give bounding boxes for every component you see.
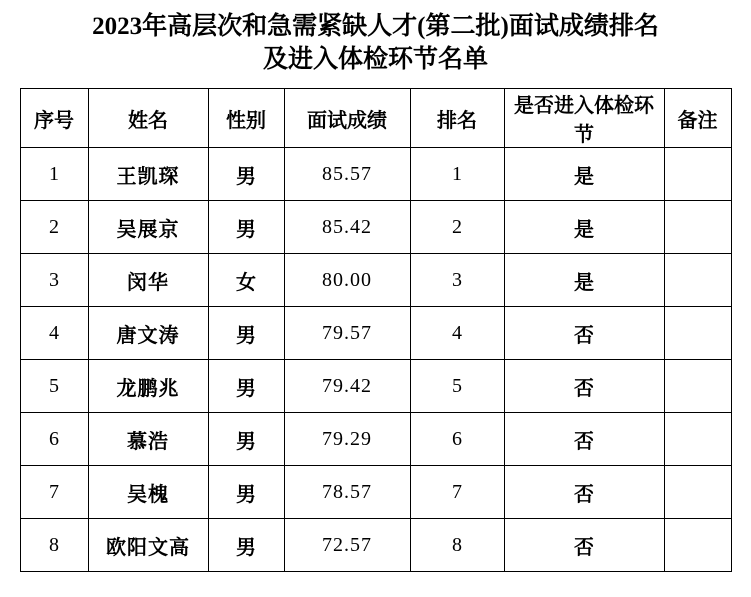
cell-gender: 男 [208, 519, 284, 572]
cell-num: 2 [20, 201, 88, 254]
page-title-line-2: 及进入体检环节名单 [262, 46, 488, 73]
column-header-name: 姓名 [88, 89, 208, 148]
cell-score: 80.00 [284, 254, 410, 307]
cell-name: 唐文涛 [88, 307, 208, 360]
cell-pass: 否 [504, 413, 664, 466]
cell-gender: 男 [208, 148, 284, 201]
cell-note [664, 466, 731, 519]
cell-gender: 男 [208, 201, 284, 254]
cell-num: 5 [20, 360, 88, 413]
cell-note [664, 307, 731, 360]
column-header-rank: 排名 [410, 89, 504, 148]
interview-score-table [20, 88, 732, 572]
cell-rank: 8 [410, 519, 504, 572]
table-row [20, 360, 731, 413]
cell-num: 8 [20, 519, 88, 572]
column-header-note: 备注 [664, 89, 731, 148]
column-header-pass: 是否进入体检环节 [504, 89, 664, 148]
table-row [20, 201, 731, 254]
cell-score: 72.57 [284, 519, 410, 572]
cell-score: 85.42 [284, 201, 410, 254]
cell-num: 1 [20, 148, 88, 201]
cell-name: 王凯琛 [88, 148, 208, 201]
cell-pass: 否 [504, 466, 664, 519]
cell-num: 6 [20, 413, 88, 466]
cell-gender: 男 [208, 466, 284, 519]
cell-name: 龙鹏兆 [88, 360, 208, 413]
cell-name: 欧阳文高 [88, 519, 208, 572]
cell-num: 3 [20, 254, 88, 307]
cell-note [664, 148, 731, 201]
cell-name: 吴展京 [88, 201, 208, 254]
table-row [20, 519, 731, 572]
table-row [20, 307, 731, 360]
cell-gender: 男 [208, 413, 284, 466]
table-row [20, 466, 731, 519]
cell-rank: 2 [410, 201, 504, 254]
page-title-line-1: 2023年高层次和急需紧缺人才(第二批)面试成绩排名 [92, 13, 659, 40]
cell-note [664, 201, 731, 254]
column-header-num: 序号 [20, 89, 88, 148]
cell-name: 闵华 [88, 254, 208, 307]
cell-pass: 是 [504, 254, 664, 307]
cell-note [664, 360, 731, 413]
cell-note [664, 254, 731, 307]
column-header-gender: 性别 [208, 89, 284, 148]
cell-rank: 7 [410, 466, 504, 519]
cell-note [664, 413, 731, 466]
table-header-row [20, 89, 731, 148]
cell-name: 慕浩 [88, 413, 208, 466]
table-row [20, 148, 731, 201]
cell-score: 78.57 [284, 466, 410, 519]
cell-score: 85.57 [284, 148, 410, 201]
cell-rank: 3 [410, 254, 504, 307]
cell-rank: 4 [410, 307, 504, 360]
cell-pass: 否 [504, 360, 664, 413]
cell-num: 7 [20, 466, 88, 519]
cell-score: 79.29 [284, 413, 410, 466]
table-row [20, 254, 731, 307]
column-header-score: 面试成绩 [284, 89, 410, 148]
cell-gender: 男 [208, 360, 284, 413]
cell-pass: 否 [504, 519, 664, 572]
cell-pass: 是 [504, 201, 664, 254]
page-title [0, 0, 751, 84]
cell-pass: 否 [504, 307, 664, 360]
cell-num: 4 [20, 307, 88, 360]
cell-gender: 女 [208, 254, 284, 307]
cell-pass: 是 [504, 148, 664, 201]
cell-rank: 5 [410, 360, 504, 413]
cell-gender: 男 [208, 307, 284, 360]
cell-score: 79.57 [284, 307, 410, 360]
table-row [20, 413, 731, 466]
cell-rank: 6 [410, 413, 504, 466]
cell-rank: 1 [410, 148, 504, 201]
cell-name: 吴槐 [88, 466, 208, 519]
cell-score: 79.42 [284, 360, 410, 413]
cell-note [664, 519, 731, 572]
